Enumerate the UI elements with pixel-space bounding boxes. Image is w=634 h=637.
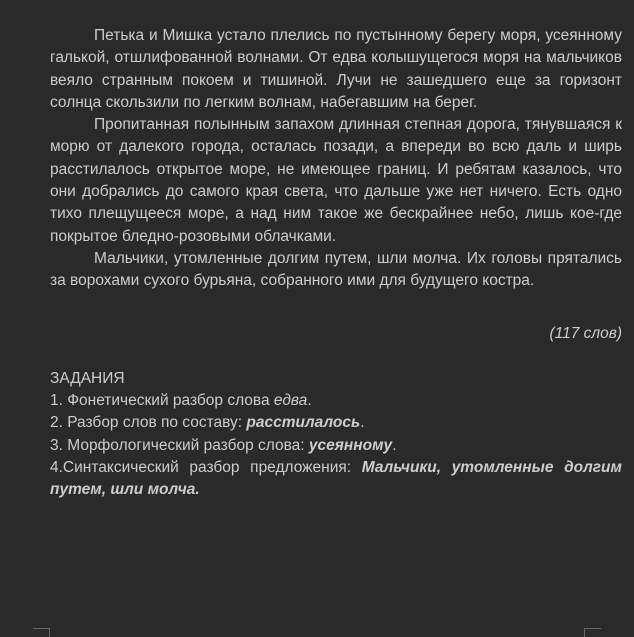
task-item-3: [50, 435, 622, 457]
tasks-title: ЗАДАНИЯ: [50, 369, 125, 387]
word-count: (117 слов): [549, 324, 622, 342]
task-highlight: расстилалось: [246, 414, 361, 432]
task-highlight: едва: [273, 392, 308, 410]
paragraph-3: Мальчики, утомленные долгим путем, шли молча. Их головы прятались за ворохами сухого бурьяна, собранного ими для будущего костра.: [50, 249, 622, 290]
task-suffix: .: [360, 414, 365, 432]
task-item-1: [50, 390, 622, 412]
task-prefix: 4.Синтаксический разбор предложения:: [50, 459, 362, 477]
task-suffix: .: [392, 436, 397, 454]
page-corner-mark-left: [33, 628, 50, 637]
page-corner-mark-right: [584, 628, 601, 637]
paragraph-2: Пропитанная полынным запахом длинная степная дорога, тянувшаяся к морю от далекого города, осталась позади, а впереди во всю даль и ширь расстилалось открытое море, не имеющее границ. И ребятам казалось, что они добрались до самого края света, что дальше уже нет ничего. Есть одно тихо плещущееся море, а над ним такое же бескрайнее небо, лишь кое-где покрытое бледно-розовыми облачками.: [50, 116, 622, 245]
task-highlight: усеянному: [308, 436, 393, 454]
task-prefix: 2. Разбор слов по составу:: [50, 414, 247, 432]
task-item-2: [50, 412, 622, 434]
task-prefix: 1. Фонетический разбор слова: [50, 392, 274, 410]
task-suffix: .: [307, 392, 312, 410]
task-highlight: Мальчики, утомленные долгим путем, шли молча.: [50, 459, 622, 499]
task-prefix: 3. Морфологический разбор слова:: [50, 436, 309, 454]
document-page: [50, 25, 622, 502]
paragraph-1: Петька и Мишка устало плелись по пустынному берегу моря, усеянному галькой, отшлифованной волнами. От едва колышущегося моря на мальчиков веяло странным покоем и тишиной. Лучи не зашедшего еще за горизонт солнца скользили по легким волнам, набегавшим на берег.: [50, 27, 622, 111]
task-item-4: [50, 457, 622, 502]
